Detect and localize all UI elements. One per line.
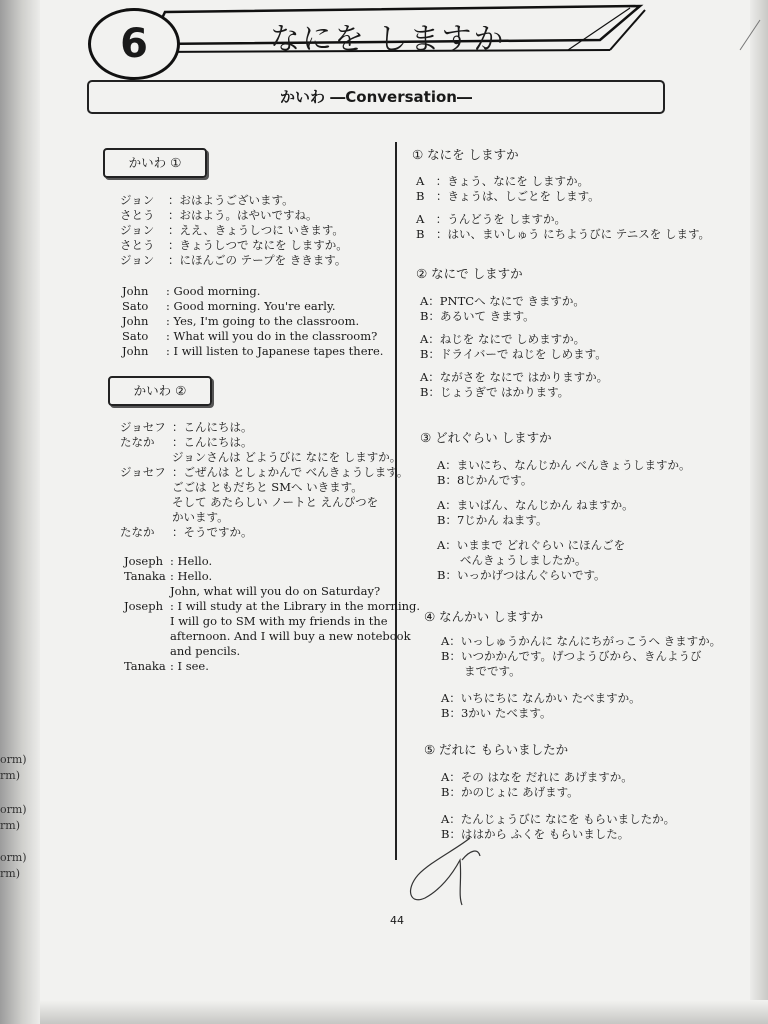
kaiwa-1-label: かいわ ① [103, 148, 207, 178]
speaker-name: Joseph [124, 554, 164, 568]
dialogue-line [120, 480, 408, 495]
dialogue-text: ジョンさんは どようびに なにを しますか。 [172, 450, 402, 464]
margin-fragment: rm) [0, 867, 20, 880]
dialogue-line [122, 329, 383, 344]
speaker-name: ジョセフ [120, 465, 166, 479]
dialogue-text: ：おはよう。はやいですね。 [168, 208, 318, 222]
dialogue-line [124, 659, 420, 674]
example-line: べんきょうしましたか。 [437, 553, 587, 567]
example-line: B ：きょうは、しごとを します。 [416, 189, 600, 203]
chapter-title: なにを しますか [270, 22, 506, 57]
kaiwa-1-english [122, 284, 383, 359]
kaiwa-2-english [124, 554, 420, 674]
example-line: B：ドライバーで ねじを しめます。 [420, 347, 607, 361]
speaker-name [124, 629, 170, 644]
dialogue-text: ：こんにちは。 [172, 435, 253, 449]
dialogue-text: : Good morning. You're early. [166, 299, 336, 313]
example-line: A：ねじを なにで しめますか。 [420, 332, 586, 346]
example-line: A：いままで どれぐらい にほんごを [437, 538, 626, 552]
speaker-name: John [122, 314, 149, 328]
dialogue-text: : Hello. [170, 554, 213, 568]
dialogue-text: ：にほんごの テープを ききます。 [168, 253, 347, 267]
dialogue-line [124, 554, 420, 569]
section-3-title: ③ どれぐらい しますか [420, 430, 552, 445]
dialogue-text: : I will listen to Japanese tapes there. [166, 344, 384, 358]
dialogue-line [120, 510, 408, 525]
dialogue-text: : Hello. [170, 569, 213, 583]
kaiwa-2-label: かいわ ② [108, 376, 212, 406]
example-line: B：いつかかんです。げつようびから、きんようび [441, 649, 702, 663]
dialogue-text: : Good morning. [166, 284, 261, 298]
dialogue-line [124, 569, 420, 584]
example-line: A ：きょう、なにを しますか。 [416, 174, 589, 188]
example-line [416, 204, 710, 212]
example-line: B：じょうぎで はかります。 [420, 385, 570, 399]
dialogue-text: ：おはようございます。 [168, 193, 294, 207]
speaker-name: たなか [120, 435, 155, 449]
dialogue-line [120, 465, 408, 480]
section-4-lines [441, 634, 721, 721]
margin-fragment: orm) [0, 753, 27, 766]
speaker-name: Sato [122, 299, 149, 313]
example-line: A ：うんどうを しますか。 [416, 212, 566, 226]
example-line: A：ながさを なにで はかりますか。 [420, 370, 609, 384]
speaker-name: ジョン [120, 223, 155, 237]
dialogue-line [120, 495, 408, 510]
example-line: B：かのじょに あげます。 [441, 785, 579, 799]
dialogue-line [120, 525, 408, 540]
dialogue-line [124, 614, 420, 629]
section-5-lines [441, 770, 675, 842]
example-line: B：いっかげつはんぐらいです。 [437, 568, 606, 582]
kaiwa-2-japanese [120, 420, 408, 540]
dialogue-line [120, 223, 348, 238]
dialogue-text: そして あたらしい ノートと えんぴつを [172, 495, 379, 509]
example-line: A：いちにちに なんかい たべますか。 [441, 691, 641, 705]
margin-fragment: orm) [0, 803, 27, 816]
page-bottom-shadow [40, 1000, 768, 1024]
dialogue-text: : Yes, I'm going to the classroom. [166, 314, 360, 328]
page-number: 44 [390, 914, 404, 927]
example-line: A：たんじょうびに なにを もらいましたか。 [441, 812, 676, 826]
example-line: A：PNTCへ なにで きますか。 [420, 294, 585, 308]
dialogue-text: ：こんにちは。 [172, 420, 253, 434]
speaker-name [124, 584, 170, 599]
dialogue-text: I will go to SM with my friends in the [170, 614, 388, 628]
example-line: までです。 [441, 664, 521, 678]
example-line [441, 679, 721, 691]
section-2-lines [420, 294, 608, 400]
example-line: B：3かい たべます。 [441, 706, 552, 720]
speaker-name: さとう [120, 238, 155, 252]
speaker-name [120, 495, 172, 510]
section-2-title: ② なにで しますか [416, 266, 523, 281]
section-3-lines [437, 458, 690, 583]
dialogue-line [124, 644, 420, 659]
example-line: A：まいにち、なんじかん べんきょうしますか。 [437, 458, 691, 472]
dialogue-line [120, 238, 348, 253]
speaker-name: ジョン [120, 193, 155, 207]
dialogue-line [120, 208, 348, 223]
example-line [420, 324, 608, 332]
dialogue-text: afternoon. And I will buy a new notebook [170, 629, 411, 643]
speaker-name [120, 480, 172, 495]
speaker-name: ジョン [120, 253, 155, 267]
dialogue-line [122, 284, 383, 299]
dialogue-text: : What will you do in the classroom? [166, 329, 378, 343]
dialogue-text: ：そうですか。 [172, 525, 253, 539]
example-line [441, 800, 675, 812]
example-line: B：あるいて きます。 [420, 309, 535, 323]
speaker-name [124, 614, 170, 629]
speaker-name: Sato [122, 329, 149, 343]
margin-fragment: rm) [0, 769, 20, 782]
example-line [437, 488, 690, 498]
speaker-name: John [122, 344, 149, 358]
section-1-title: ① なにを しますか [412, 147, 519, 162]
example-line: A：いっしゅうかんに なんにちがっこうへ きますか。 [441, 634, 722, 648]
kaiwa-1-japanese [120, 193, 348, 268]
dialogue-line [120, 450, 408, 465]
dialogue-text: John, what will you do on Saturday? [170, 584, 381, 598]
example-line: A：まいばん、なんじかん ねますか。 [437, 498, 634, 512]
margin-fragment: rm) [0, 819, 20, 832]
dialogue-text: and pencils. [170, 644, 241, 658]
dialogue-line [122, 299, 383, 314]
example-line: A：その はなを だれに あげますか。 [441, 770, 633, 784]
page-edge-shadow [750, 0, 768, 1024]
dialogue-text: : I will study at the Library in the morning. [170, 599, 421, 613]
dialogue-line [122, 314, 383, 329]
speaker-name [120, 510, 172, 525]
dialogue-text: ごごは ともだちと SMへ いきます。 [172, 480, 363, 494]
section-5-title: ⑤ だれに もらいましたか [424, 742, 569, 757]
dialogue-line [120, 253, 348, 268]
speaker-name: Joseph [124, 599, 164, 613]
speaker-name [124, 644, 170, 659]
section-1-lines [416, 174, 710, 242]
speaker-name [120, 450, 172, 465]
dialogue-text: ：ええ、きょうしつに いきます。 [168, 223, 344, 237]
chapter-number: 6 [88, 8, 180, 80]
example-line: B ：はい、まいしゅう にちようびに テニスを します。 [416, 227, 711, 241]
example-line: B：ははから ふくを もらいました。 [441, 827, 630, 841]
dialogue-line [120, 193, 348, 208]
dialogue-line [122, 344, 383, 359]
example-line [437, 528, 690, 538]
example-line: B：8じかんです。 [437, 473, 533, 487]
speaker-name: ジョセフ [120, 420, 166, 434]
margin-fragment: orm) [0, 851, 27, 864]
conversation-header: かいわ ―Conversation― [87, 80, 665, 114]
dialogue-line [124, 629, 420, 644]
speaker-name: John [122, 284, 149, 298]
dialogue-line [120, 435, 408, 450]
speaker-name: さとう [120, 208, 155, 222]
dialogue-text: かいます。 [172, 510, 229, 524]
speaker-name: Tanaka [124, 569, 166, 583]
speaker-name: たなか [120, 525, 155, 539]
dialogue-line [120, 420, 408, 435]
dialogue-text: : I see. [170, 659, 209, 673]
dialogue-text: ：きょうしつで なにを しますか。 [168, 238, 348, 252]
dialogue-line [124, 599, 420, 614]
section-4-title: ④ なんかい しますか [424, 609, 544, 624]
dialogue-text: ：ごぜんは としょかんで べんきょうします。 [172, 465, 409, 479]
speaker-name: Tanaka [124, 659, 166, 673]
example-line: B：7じかん ねます。 [437, 513, 548, 527]
example-line [420, 362, 608, 370]
dialogue-line [124, 584, 420, 599]
